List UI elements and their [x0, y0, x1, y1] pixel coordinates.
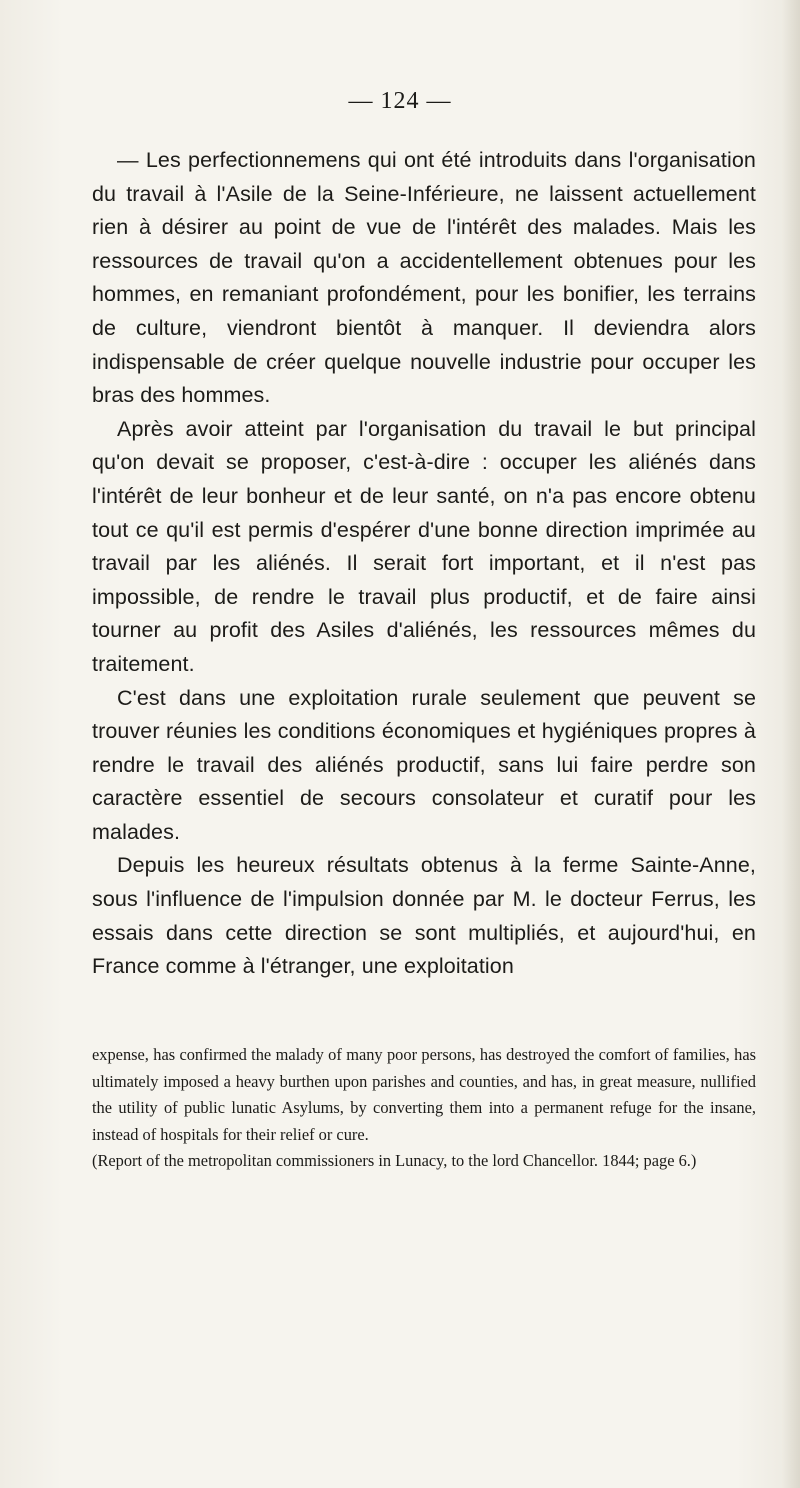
footnote-text: expense, has confirmed the malady of many poor persons, has destroyed the comfort of families, has ultimately imposed a heavy burthen upon parishes and counties, and has, in great measure, nullified the utility of public lunatic Asylums, by converting them into a permanent refuge for the insane, instead of hospitals for their relief or cure.	[92, 1045, 756, 1144]
paragraph-3: C'est dans une exploitation rurale seulement que peuvent se trouver réunies les conditions économiques et hygiéniques propres à rendre le travail des aliénés productif, sans lui faire perdre son caractère essentiel de secours consolateur et curatif pour les malades.	[92, 685, 756, 844]
footnote-citation: (Report of the metropolitan commissioners in Lunacy, to the lord Chancellor. 1844; page 6.)	[92, 1151, 697, 1170]
main-text-body	[92, 144, 756, 984]
paragraph-4: Depuis les heureux résultats obtenus à la ferme Sainte-Anne, sous l'influence de l'impulsion donnée par M. le docteur Ferrus, les essais dans cette direction se sont multipliés, et aujourd'hui, en France comme à l'étranger, une exploitation	[92, 853, 756, 979]
page-number: — 124 —	[348, 88, 452, 114]
paragraph-2: Après avoir atteint par l'organisation du travail le but principal qu'on devait se proposer, c'est-à-dire : occuper les aliénés dans l'intérêt de leur bonheur et de leur santé, on n'a pas encore obtenu tout ce qu'il est permis d'espérer d'une bonne direction imprimée au travail par les aliénés. Il serait fort important, et il n'est pas impossible, de rendre le travail plus productif, et de faire ainsi tourner au profit des Asiles d'aliénés, les ressources mêmes du traitement.	[92, 416, 756, 676]
paragraph-1: — Les perfectionnemens qui ont été introduits dans l'organisation du travail à l'Asile de la Seine-Inférieure, ne laissent actuellement rien à désirer au point de vue de l'intérêt des malades. Mais les ressources de travail qu'on a accidentellement obtenues pour les hommes, en remaniant profondément, pour les bonifier, les terrains de culture, viendront bientôt à manquer. Il deviendra alors indispensable de créer quelque nouvelle industrie pour occuper les bras des hommes.	[92, 148, 756, 408]
footnote	[92, 1042, 756, 1175]
page-edge-shadow	[782, 0, 800, 1488]
